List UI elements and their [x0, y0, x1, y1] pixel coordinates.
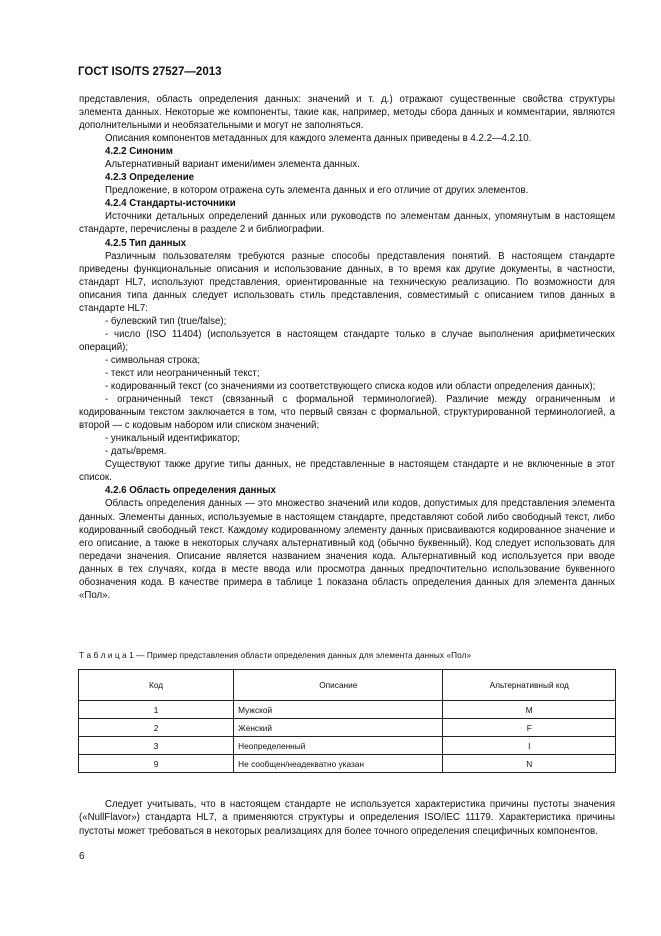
paragraph: Различным пользователям требуются разные способы представления понятий. В настоящем стандарте приведены функциональные описания и использование данных, в то время как другие документы, в частности, стандарт HL7, используют представления, ориентированные на техническую реализацию. По возможности для описания типа данных следует использовать стиль представления, совместимый с описанием типов данных в стандарте HL7: — [79, 250, 615, 314]
paragraph: Альтернативный вариант имени/имен элемента данных. — [105, 159, 360, 171]
page-number: 6 — [79, 851, 85, 862]
main-text — [79, 93, 615, 602]
section-heading-4-2-2: 4.2.2 Синоним — [105, 146, 173, 158]
list-item: - булевский тип (true/false); — [105, 315, 227, 327]
cell-alt-code: N — [443, 755, 616, 773]
paragraph: Описания компонентов метаданных для каждого элемента данных приведены в 4.2.2—4.2.10. — [105, 133, 532, 145]
list-item: - даты/время. — [105, 446, 167, 458]
cell-code: 1 — [79, 701, 234, 719]
table-row — [79, 737, 616, 755]
list-item: - ограниченный текст (связанный с формальной терминологией). Различие между ограниченным и кодированным текстом заключается в том, что первый связан с формальной, структурированной терминологией, а второй — с кодовым набором или списком значений; — [79, 394, 615, 432]
list-item: - кодированный текст (со значениями из соответствующего списка кодов или области определения данных); — [105, 381, 596, 393]
paragraph: Следует учитывать, что в настоящем стандарте не используется характеристика причины пустоты значения («NullFlavor») стандарта HL7, а применяются структуры и определения ISO/IEC 11179. Характеристика причины пустоты может требоваться в некоторых реализациях для более точного определения специфичных компонентов. — [79, 799, 615, 837]
cell-description: Мужской — [234, 701, 443, 719]
section-heading-4-2-6: 4.2.6 Область определения данных — [105, 485, 276, 497]
cell-description: Неопределенный — [234, 737, 443, 755]
cell-description: Не сообщен/неадекватно указан — [234, 755, 443, 773]
sex-code-table — [78, 669, 616, 773]
cell-alt-code: F — [443, 719, 616, 737]
paragraph: Область определения данных — это множество значений или кодов, допустимых для представления элемента данных. Элементы данных, используемые в настоящем стандарте, представляют собой либо свободный текст, либо кодированный свободный текст. Каждому кодированному элементу данных присваиваются кодированное значение и его описание, а также в некоторых случаях альтернативный код (обычно буквенный). Код следует использовать для передачи значения. Описание является названием значения кода. Альтернативный код используется при вводе данных в тех случаях, когда в месте ввода или просмотра данных предпочтительно использование буквенного обозначения кода. В качестве примера в таблице 1 показана область определения данных для элемента данных «Пол». — [79, 498, 615, 601]
column-header-description: Описание — [234, 670, 443, 701]
paragraph: Предложение, в котором отражена суть элемента данных и его отличие от других элементов. — [105, 185, 529, 197]
table-row — [79, 755, 616, 773]
section-heading-4-2-3: 4.2.3 Определение — [105, 172, 195, 184]
closing-text — [79, 798, 615, 838]
column-header-code: Код — [79, 670, 234, 701]
document-header: ГОСТ ISO/TS 27527—2013 — [78, 66, 222, 78]
section-heading-4-2-4: 4.2.4 Стандарты-источники — [105, 198, 236, 210]
cell-code: 2 — [79, 719, 234, 737]
list-item: - уникальный идентификатор; — [105, 433, 240, 445]
cell-description: Женский — [234, 719, 443, 737]
cell-alt-code: I — [443, 737, 616, 755]
table-caption: Т а б л и ц а 1 — Пример представления области определения данных для элемента данных «Пол» — [79, 651, 472, 660]
table-row — [79, 701, 616, 719]
cell-alt-code: M — [443, 701, 616, 719]
table-header-row — [79, 670, 616, 701]
list-item: - текст или неограниченный текст; — [105, 367, 260, 379]
paragraph: Источники детальных определений данных или руководств по элементам данных, упомянутым в настоящем стандарте, перечислены в разделе 2 и библиографии. — [79, 211, 615, 236]
paragraph: Существуют также другие типы данных, не представленные в настоящем стандарте и не включенные в этот список. — [79, 459, 615, 484]
paragraph: представления, область определения данных: значений и т. д.) отражают существенные свойства структуры элемента данных. Некоторые же компоненты, такие как, например, методы сбора данных и комментарии, являются дополнительными и необязательными и могут не заполняться. — [79, 94, 615, 132]
list-item: - число (ISO 11404) (используется в настоящем стандарте только в случае выполнения арифметических операций); — [79, 328, 615, 353]
table-row — [79, 719, 616, 737]
column-header-alt-code: Альтернативный код — [443, 670, 616, 701]
cell-code: 9 — [79, 755, 234, 773]
cell-code: 3 — [79, 737, 234, 755]
section-heading-4-2-5: 4.2.5 Тип данных — [105, 237, 187, 249]
list-item: - символьная строка; — [105, 354, 201, 366]
